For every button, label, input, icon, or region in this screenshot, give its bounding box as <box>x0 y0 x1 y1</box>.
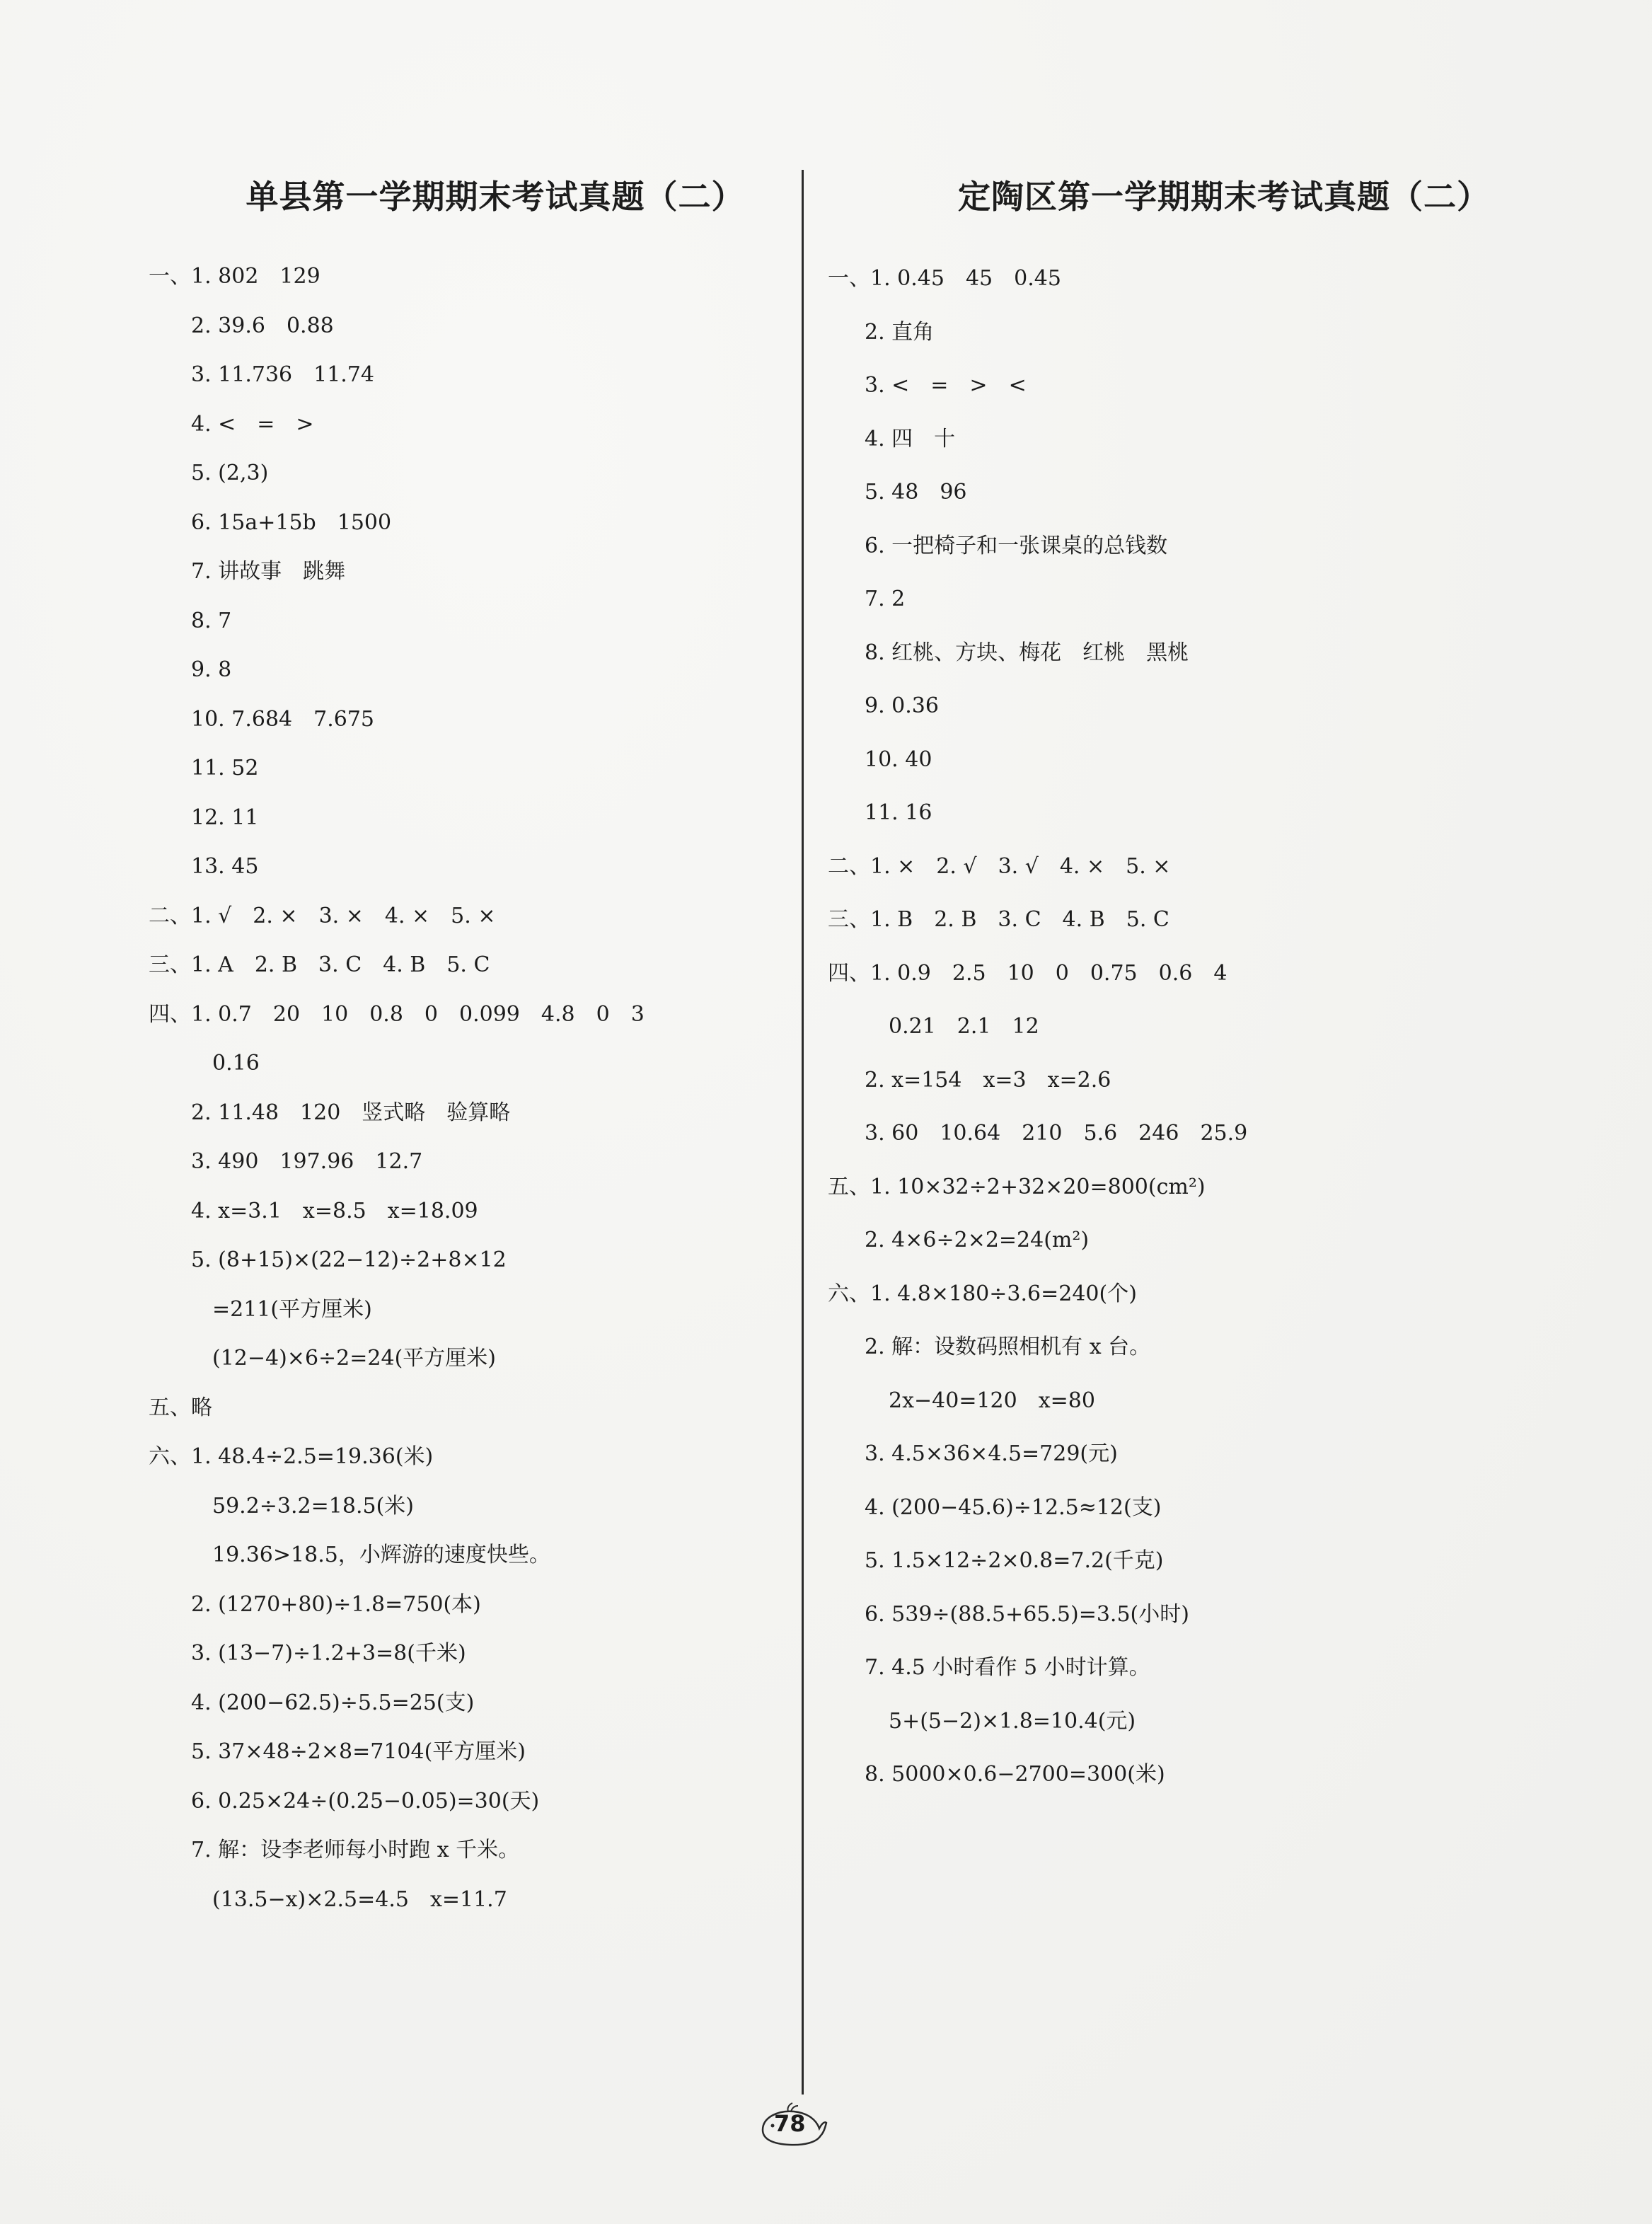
answer-line: 0.21 2.1 12 <box>889 1014 1039 1039</box>
answer-line: 6. 15a+15b 1500 <box>191 509 392 535</box>
answer-line: 10. 7.684 7.675 <box>191 706 375 732</box>
left-answer-list <box>149 252 785 1924</box>
answer-line: 六、1. 48.4÷2.5=19.36(米) <box>149 1444 434 1469</box>
answer-line: 3. 490 197.96 12.7 <box>191 1149 423 1174</box>
answer-line: 3. 60 10.64 210 5.6 246 25.9 <box>865 1121 1248 1146</box>
left-column-title: 单县第一学期期末考试真题（二） <box>246 178 745 216</box>
answer-line: 四、1. 0.7 20 10 0.8 0 0.099 4.8 0 3 <box>149 1001 645 1027</box>
answer-line: (12−4)×6÷2=24(平方厘米) <box>212 1346 496 1371</box>
answer-line: 5. (2,3) <box>191 461 269 485</box>
answer-line: 二、1. × 2. √ 3. √ 4. × 5. × <box>828 853 1171 879</box>
answer-line: 六、1. 4.8×180÷3.6=240(个) <box>828 1281 1137 1306</box>
answer-line: 4. (200−45.6)÷12.5≈12(支) <box>865 1494 1162 1520</box>
answer-line: 7. 4.5 小时看作 5 小时计算。 <box>865 1655 1150 1680</box>
answer-line: 3. 11.736 11.74 <box>191 362 375 387</box>
answer-line: 2. 11.48 120 竖式略 验算略 <box>191 1100 511 1125</box>
page-number: 78 <box>774 2110 806 2137</box>
answer-line: 10. 40 <box>865 747 932 772</box>
answer-line: =211(平方厘米) <box>212 1296 372 1322</box>
answer-line: 4. x=3.1 x=8.5 x=18.09 <box>191 1198 478 1223</box>
answer-line: 三、1. B 2. B 3. C 4. B 5. C <box>828 907 1169 932</box>
right-column-title: 定陶区第一学期期末考试真题（二） <box>958 178 1490 216</box>
answer-line: (13.5−x)×2.5=4.5 x=11.7 <box>212 1886 507 1912</box>
answer-line: 2. 39.6 0.88 <box>191 313 334 338</box>
answer-line: 三、1. A 2. B 3. C 4. B 5. C <box>149 952 490 977</box>
answer-line: 6. 一把椅子和一张课桌的总钱数 <box>865 533 1168 558</box>
answer-line: 7. 解：设李老师每小时跑 x 千米。 <box>191 1838 520 1862</box>
answer-line: 7. 讲故事 跳舞 <box>191 559 346 584</box>
answer-line: 6. 0.25×24÷(0.25−0.05)=30(天) <box>191 1788 540 1814</box>
answer-line: 五、略 <box>149 1395 212 1420</box>
answer-line: 11. 16 <box>865 800 932 825</box>
answer-line: 19.36>18.5，小辉游的速度快些。 <box>212 1543 550 1567</box>
answer-line: 6. 539÷(88.5+65.5)=3.5(小时) <box>865 1601 1189 1627</box>
answer-line: 二、1. √ 2. × 3. × 4. × 5. × <box>149 903 496 928</box>
answer-line: 4. 四 十 <box>865 426 956 451</box>
answer-line: 五、1. 10×32÷2+32×20=800(cm²) <box>828 1174 1206 1199</box>
answer-line: 2. x=154 x=3 x=2.6 <box>865 1067 1111 1093</box>
answer-line: 四、1. 0.9 2.5 10 0 0.75 0.6 4 <box>828 960 1228 986</box>
answer-line: 5. (8+15)×(22−12)÷2+8×12 <box>191 1248 507 1272</box>
answer-line: 11. 52 <box>191 756 259 780</box>
left-column <box>149 163 785 1924</box>
answer-line: 5. 48 96 <box>865 480 967 505</box>
column-divider <box>802 170 804 2095</box>
answer-line: 3. (13−7)÷1.2+3=8(千米) <box>191 1641 466 1666</box>
answer-line: 一、1. 802 129 <box>149 264 320 289</box>
answer-line: 9. 8 <box>191 657 232 682</box>
right-column <box>828 163 1535 1802</box>
answer-line: 2x−40=120 x=80 <box>889 1388 1095 1413</box>
answer-line: 8. 5000×0.6−2700=300(米) <box>865 1762 1165 1787</box>
answer-line: 4. < = > <box>191 411 314 437</box>
answer-line: 3. < = > < <box>865 373 1027 398</box>
answer-line: 3. 4.5×36×4.5=729(元) <box>865 1441 1118 1466</box>
page-number-badge <box>757 2102 828 2147</box>
answer-line: 0.16 <box>212 1051 260 1076</box>
answer-line: 59.2÷3.2=18.5(米) <box>212 1493 414 1519</box>
answer-line: 7. 2 <box>865 587 906 611</box>
answer-line: 2. 直角 <box>865 319 935 345</box>
answer-line: 5. 1.5×12÷2×0.8=7.2(千克) <box>865 1548 1164 1573</box>
right-answer-list <box>828 252 1535 1802</box>
answer-line: 9. 0.36 <box>865 693 939 718</box>
answer-line: 8. 7 <box>191 608 232 633</box>
answer-line: 4. (200−62.5)÷5.5=25(支) <box>191 1690 475 1715</box>
answer-line: 2. (1270+80)÷1.8=750(本) <box>191 1591 481 1617</box>
answer-line: 2. 解：设数码照相机有 x 台。 <box>865 1335 1151 1359</box>
answer-line: 5. 37×48÷2×8=7104(平方厘米) <box>191 1739 526 1764</box>
answer-line: 13. 45 <box>191 854 259 879</box>
answer-line: 8. 红桃、方块、梅花 红桃 黑桃 <box>865 640 1189 665</box>
answer-line: 12. 11 <box>191 805 259 830</box>
answer-line: 5+(5−2)×1.8=10.4(元) <box>889 1708 1136 1734</box>
answer-line: 一、1. 0.45 45 0.45 <box>828 266 1061 291</box>
answer-line: 2. 4×6÷2×2=24(m²) <box>865 1228 1090 1252</box>
